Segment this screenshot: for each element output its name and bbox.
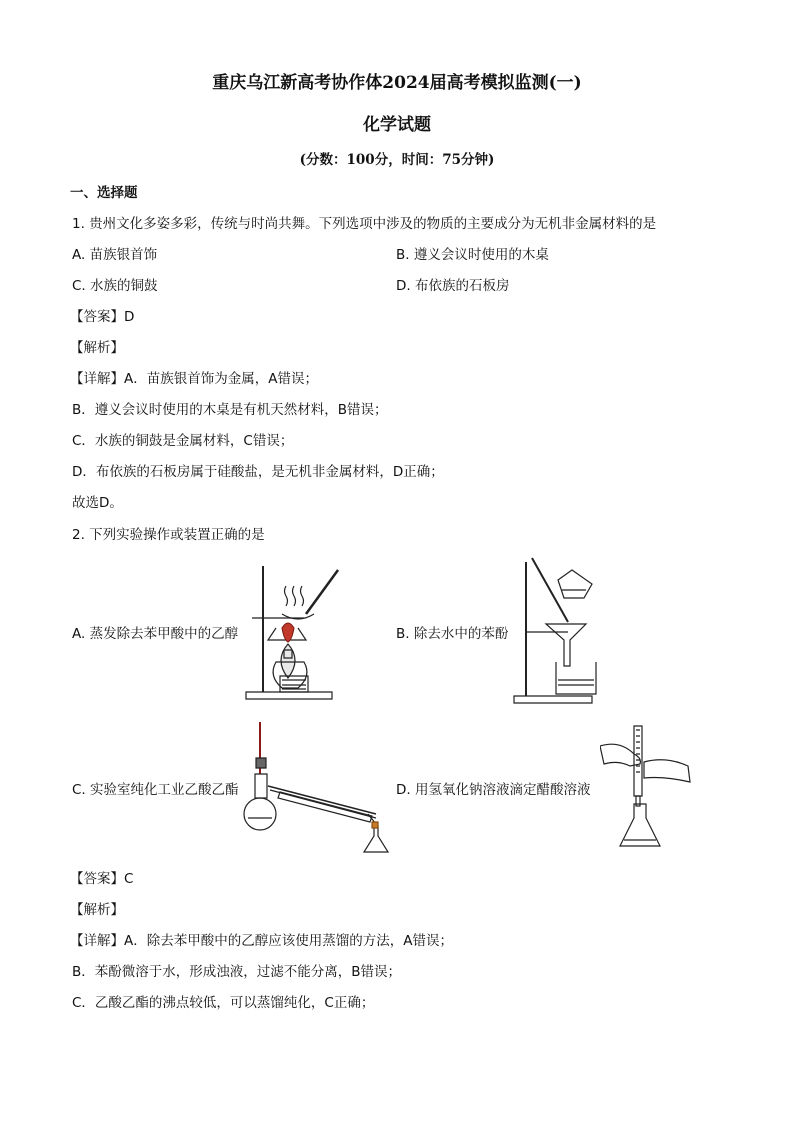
q2-option-d: D. 用氢氧化钠溶液滴定醋酸溶液 xyxy=(396,782,591,798)
q2-stem: 2. 下列实验操作或装置正确的是 xyxy=(72,527,265,543)
q1-conclusion: 故选D。 xyxy=(72,495,123,511)
document-subtitle: 化学试题 xyxy=(363,115,431,135)
q2-detail-a: 【详解】A．除去苯甲酸中的乙醇应该使用蒸馏的方法，A错误； xyxy=(70,933,453,949)
q1-answer: 【答案】D xyxy=(70,309,135,325)
q1-option-d: D. 布依族的石板房 xyxy=(396,278,510,294)
filtration-apparatus-figure xyxy=(512,552,602,708)
q2-option-a: A. 蒸发除去苯甲酸中的乙醇 xyxy=(72,626,239,642)
q1-option-b: B. 遵义会议时使用的木桌 xyxy=(396,247,549,263)
exam-meta: (分数：100分，时间：75分钟) xyxy=(299,152,495,168)
q1-option-c: C. 水族的铜鼓 xyxy=(72,278,158,294)
q1-detail-a: 【详解】A．苗族银首饰为金属，A错误； xyxy=(70,371,318,387)
q2-analysis-label: 【解析】 xyxy=(70,902,124,918)
q1-detail-d: D．布依族的石板房属于硅酸盐，是无机非金属材料，D正确； xyxy=(72,464,444,480)
titration-apparatus-figure xyxy=(600,722,692,856)
q2-answer: 【答案】C xyxy=(70,871,134,887)
q1-stem: 1. 贵州文化多姿多彩，传统与时尚共舞。下列选项中涉及的物质的主要成分为无机非金属材料的是 xyxy=(72,216,657,232)
document-title: 重庆乌江新高考协作体2024届高考模拟监测(一) xyxy=(212,73,582,93)
section-title: 一、选择题 xyxy=(70,185,138,201)
distillation-apparatus-figure xyxy=(240,718,400,860)
evaporation-apparatus-figure xyxy=(238,558,348,702)
q1-detail-b: B．遵义会议时使用的木桌是有机天然材料，B错误； xyxy=(72,402,388,418)
q2-option-c: C. 实验室纯化工业乙酸乙酯 xyxy=(72,782,239,798)
q2-detail-c: C．乙酸乙酯的沸点较低，可以蒸馏纯化，C正确； xyxy=(72,995,375,1011)
q1-analysis-label: 【解析】 xyxy=(70,340,124,356)
q1-detail-c: C．水族的铜鼓是金属材料，C错误； xyxy=(72,433,294,449)
q2-option-b: B. 除去水中的苯酚 xyxy=(396,626,509,642)
q1-option-a: A. 苗族银首饰 xyxy=(72,247,158,263)
q2-detail-b: B．苯酚微溶于水，形成浊液，过滤不能分离，B错误； xyxy=(72,964,402,980)
